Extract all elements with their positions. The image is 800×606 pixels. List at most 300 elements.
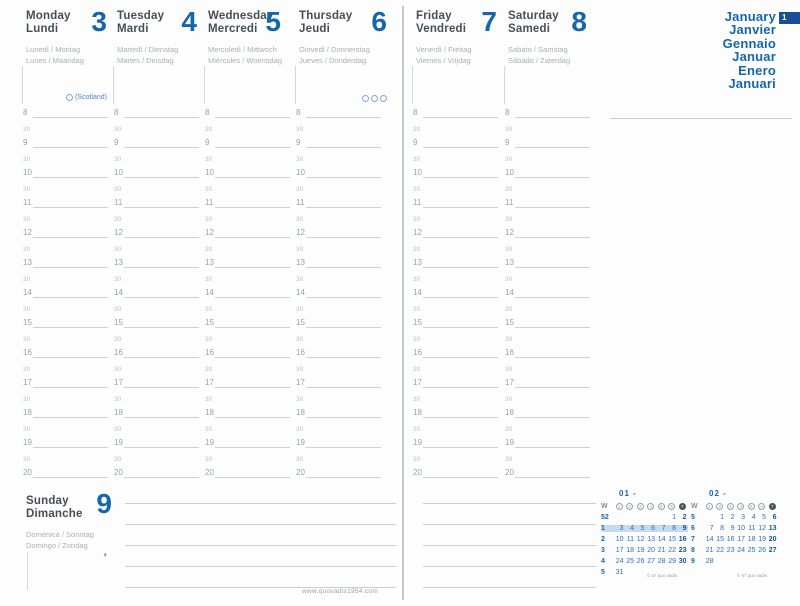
hour-line bbox=[124, 477, 199, 478]
hour-label: 9 bbox=[413, 138, 418, 147]
notes-line bbox=[423, 524, 596, 525]
day-cell: 23 bbox=[678, 547, 687, 554]
day-header-rule bbox=[412, 66, 413, 104]
day-cell: 17 bbox=[615, 547, 624, 554]
day-cell: 16 bbox=[678, 536, 687, 543]
hour-label: 10 bbox=[114, 168, 123, 177]
week-number: 3 bbox=[601, 547, 605, 554]
hour-line bbox=[423, 417, 498, 418]
hour-line bbox=[33, 147, 108, 148]
hour-line bbox=[215, 387, 290, 388]
day-name-sunday: Sunday bbox=[26, 495, 69, 507]
hour-line bbox=[423, 297, 498, 298]
half-hour-label: 30 bbox=[505, 366, 513, 373]
week-number: 9 bbox=[691, 558, 695, 565]
day-cell: 21 bbox=[705, 547, 714, 554]
notes-line bbox=[423, 587, 596, 588]
weekday-number-circle-icon: 2 bbox=[716, 503, 723, 510]
half-hour-label: 30 bbox=[505, 336, 513, 343]
half-hour-label: 30 bbox=[296, 426, 304, 433]
hour-line bbox=[215, 147, 290, 148]
half-hour-label: 30 bbox=[205, 426, 213, 433]
half-hour-label: 30 bbox=[296, 276, 304, 283]
hour-line bbox=[33, 387, 108, 388]
hour-label: 20 bbox=[413, 468, 422, 477]
day-langs-line1: Giovedì / Donnerstag bbox=[299, 45, 370, 54]
hour-label: 16 bbox=[205, 348, 214, 357]
weekday-number-circle-icon: 2 bbox=[626, 503, 633, 510]
half-hour-label: 30 bbox=[296, 156, 304, 163]
hour-label: 20 bbox=[296, 468, 305, 477]
half-hour-label: 30 bbox=[413, 186, 421, 193]
hour-label: 15 bbox=[205, 318, 214, 327]
month-name-januari: Januari bbox=[728, 76, 776, 92]
hour-label: 12 bbox=[296, 228, 305, 237]
hour-line bbox=[306, 297, 381, 298]
hour-line bbox=[515, 177, 590, 178]
hour-line bbox=[33, 477, 108, 478]
half-hour-label: 30 bbox=[296, 216, 304, 223]
day-name-fr: Mercredi bbox=[208, 23, 258, 35]
half-hour-label: 30 bbox=[413, 306, 421, 313]
day-cell: 10 bbox=[615, 536, 624, 543]
day-cell: 20 bbox=[647, 547, 655, 554]
half-hour-label: 30 bbox=[413, 246, 421, 253]
half-hour-label: 30 bbox=[23, 336, 31, 343]
day-number: 4 bbox=[181, 6, 197, 37]
day-cell: 6 bbox=[646, 525, 657, 532]
day-number: 5 bbox=[265, 6, 281, 37]
half-hour-label: 30 bbox=[23, 426, 31, 433]
hour-line bbox=[306, 387, 381, 388]
notes-line bbox=[423, 503, 596, 504]
hour-label: 9 bbox=[23, 138, 28, 147]
day-cell: 18 bbox=[626, 547, 634, 554]
minical bbox=[691, 501, 778, 567]
hour-line bbox=[515, 297, 590, 298]
week-number: 8 bbox=[691, 547, 695, 554]
hour-label: 14 bbox=[114, 288, 123, 297]
day-langs-line2: Miércoles / Woensdag bbox=[208, 56, 283, 65]
day-cell: 25 bbox=[626, 558, 634, 565]
weekday-number-circle-icon: 6 bbox=[758, 503, 765, 510]
week-number: 5 bbox=[601, 569, 605, 576]
day-cell: 3 bbox=[614, 525, 625, 532]
hour-label: 12 bbox=[23, 228, 32, 237]
half-hour-label: 30 bbox=[413, 156, 421, 163]
day-cell: 15 bbox=[716, 536, 724, 543]
hour-line bbox=[515, 267, 590, 268]
hour-label: 16 bbox=[505, 348, 514, 357]
hour-line bbox=[124, 267, 199, 268]
hour-line bbox=[33, 327, 108, 328]
month-title-block bbox=[723, 10, 776, 90]
hour-label: 12 bbox=[205, 228, 214, 237]
half-hour-label: 30 bbox=[205, 366, 213, 373]
half-hour-label: 30 bbox=[205, 336, 213, 343]
weekday-number-circle-icon: 5 bbox=[748, 503, 755, 510]
half-hour-label: 30 bbox=[23, 456, 31, 463]
half-hour-label: 30 bbox=[114, 126, 122, 133]
hour-label: 14 bbox=[413, 288, 422, 297]
week-number: 6 bbox=[691, 525, 695, 532]
hour-line bbox=[423, 387, 498, 388]
half-hour-label: 30 bbox=[23, 186, 31, 193]
day-cell: 19 bbox=[636, 547, 645, 554]
day-cell: 6 bbox=[772, 514, 777, 521]
sunday-note-line bbox=[125, 587, 396, 588]
holiday-note-label: (Scotland) bbox=[75, 94, 107, 101]
half-hour-label: 30 bbox=[205, 246, 213, 253]
hour-label: 19 bbox=[205, 438, 214, 447]
hour-label: 20 bbox=[205, 468, 214, 477]
day-header-rule bbox=[504, 66, 505, 104]
half-hour-label: 30 bbox=[413, 336, 421, 343]
day-langs-line1: Mercoledì / Mittwoch bbox=[208, 45, 277, 54]
hour-label: 18 bbox=[23, 408, 32, 417]
hour-label: 10 bbox=[413, 168, 422, 177]
half-hour-label: 30 bbox=[505, 126, 513, 133]
half-hour-label: 30 bbox=[23, 366, 31, 373]
holiday-icons-epiphany bbox=[362, 95, 387, 102]
hour-label: 15 bbox=[505, 318, 514, 327]
day-langs-line1: Domenica / Sonntag bbox=[26, 530, 94, 539]
day-cell: 15 bbox=[668, 536, 676, 543]
day-cell: 22 bbox=[668, 547, 676, 554]
day-header-rule bbox=[27, 552, 28, 590]
hour-line bbox=[215, 417, 290, 418]
hour-label: 16 bbox=[23, 348, 32, 357]
hour-line bbox=[306, 417, 381, 418]
half-hour-label: 30 bbox=[205, 396, 213, 403]
day-cell: 16 bbox=[726, 536, 735, 543]
hour-label: 8 bbox=[23, 108, 28, 117]
day-cell: 12 bbox=[758, 525, 766, 532]
day-number: 3 bbox=[91, 6, 107, 37]
day-cell: 14 bbox=[657, 536, 666, 543]
day-cell: 23 bbox=[726, 547, 735, 554]
hour-label: 16 bbox=[114, 348, 123, 357]
notes-line bbox=[423, 545, 596, 546]
day-cell: 19 bbox=[758, 536, 766, 543]
half-hour-label: 30 bbox=[114, 276, 122, 283]
half-hour-label: 30 bbox=[23, 306, 31, 313]
weekday-number-circle-icon: 1 bbox=[616, 503, 623, 510]
half-hour-label: 30 bbox=[296, 126, 304, 133]
hour-line bbox=[33, 357, 108, 358]
hour-line bbox=[33, 267, 108, 268]
half-hour-label: 30 bbox=[413, 396, 421, 403]
hour-label: 11 bbox=[505, 198, 514, 207]
hour-line bbox=[306, 147, 381, 148]
day-number: 7 bbox=[481, 6, 497, 37]
hour-label: 8 bbox=[114, 108, 119, 117]
day-cell: 28 bbox=[705, 558, 714, 565]
weekday-circle-cell bbox=[625, 503, 636, 510]
hour-label: 13 bbox=[205, 258, 214, 267]
weekday-circle-cell bbox=[667, 503, 678, 510]
hour-line bbox=[124, 117, 199, 118]
hour-line bbox=[215, 477, 290, 478]
day-cell: 22 bbox=[716, 547, 724, 554]
hour-label: 16 bbox=[296, 348, 305, 357]
month-name-januar: Januar bbox=[732, 49, 776, 65]
half-hour-label: 30 bbox=[505, 396, 513, 403]
hour-line bbox=[423, 447, 498, 448]
half-hour-label: 30 bbox=[114, 366, 122, 373]
hour-label: 18 bbox=[413, 408, 422, 417]
holiday-note-scotland bbox=[66, 94, 107, 101]
half-hour-label: 30 bbox=[296, 366, 304, 373]
day-cell: 8 bbox=[720, 525, 724, 532]
day-cell: 17 bbox=[737, 536, 745, 543]
hour-label: 19 bbox=[114, 438, 123, 447]
month-name-gennaio: Gennaio bbox=[722, 35, 776, 51]
half-hour-label: 30 bbox=[205, 216, 213, 223]
day-langs-line2: Domingo / Zondag bbox=[26, 541, 88, 550]
hour-line bbox=[124, 177, 199, 178]
half-hour-label: 30 bbox=[296, 186, 304, 193]
week-column-header: W bbox=[601, 503, 608, 510]
notes-line bbox=[423, 566, 596, 567]
day-langs-line2: Lunes / Maandag bbox=[26, 56, 84, 65]
day-header-rule bbox=[113, 66, 114, 104]
hour-line bbox=[515, 477, 590, 478]
day-header-rule bbox=[295, 66, 296, 104]
half-hour-label: 30 bbox=[205, 126, 213, 133]
week-number: 5 bbox=[691, 514, 695, 521]
half-hour-label: 30 bbox=[413, 426, 421, 433]
hour-line bbox=[124, 297, 199, 298]
day-cell: 11 bbox=[748, 525, 756, 532]
day-cell: 29 bbox=[668, 558, 676, 565]
half-hour-label: 30 bbox=[23, 126, 31, 133]
hour-label: 12 bbox=[413, 228, 422, 237]
hour-label: 8 bbox=[205, 108, 210, 117]
hour-label: 8 bbox=[296, 108, 301, 117]
hour-label: 13 bbox=[114, 258, 123, 267]
day-cell: 30 bbox=[678, 558, 687, 565]
weekday-circle-cell bbox=[646, 503, 657, 510]
hour-label: 14 bbox=[23, 288, 32, 297]
hour-line bbox=[124, 147, 199, 148]
hour-line bbox=[423, 207, 498, 208]
hour-line bbox=[515, 417, 590, 418]
weekday-circle-cell bbox=[757, 503, 768, 510]
hour-line bbox=[124, 237, 199, 238]
hour-label: 14 bbox=[205, 288, 214, 297]
hour-line bbox=[33, 297, 108, 298]
hour-label: 20 bbox=[23, 468, 32, 477]
hour-label: 12 bbox=[505, 228, 514, 237]
day-cell: 27 bbox=[647, 558, 655, 565]
day-cell: 7 bbox=[709, 525, 714, 532]
day-cell: 13 bbox=[647, 536, 655, 543]
hour-line bbox=[215, 177, 290, 178]
hour-line bbox=[215, 237, 290, 238]
week-number: 1 bbox=[601, 525, 614, 532]
day-cell: 9 bbox=[677, 525, 688, 532]
week-column-header: W bbox=[691, 503, 698, 510]
weekday-circle-cell bbox=[767, 503, 778, 510]
minical-title: 01 - bbox=[619, 489, 637, 498]
hour-line bbox=[515, 327, 590, 328]
hour-label: 13 bbox=[23, 258, 32, 267]
hour-line bbox=[423, 177, 498, 178]
day-name-fr: Mardi bbox=[117, 23, 149, 35]
day-name-fr: Lundi bbox=[26, 23, 59, 35]
half-hour-label: 30 bbox=[296, 306, 304, 313]
hour-line bbox=[33, 207, 108, 208]
hour-label: 10 bbox=[23, 168, 32, 177]
minical-copyright: © 67 quo vadis bbox=[737, 573, 768, 578]
hour-line bbox=[33, 417, 108, 418]
half-hour-label: 30 bbox=[505, 276, 513, 283]
day-name-saturday: Saturday bbox=[508, 10, 559, 22]
day-name-thursday: Thursday bbox=[299, 10, 353, 22]
hour-label: 14 bbox=[296, 288, 305, 297]
hour-label: 10 bbox=[505, 168, 514, 177]
day-cell: 2 bbox=[682, 514, 687, 521]
half-hour-label: 30 bbox=[505, 456, 513, 463]
day-name-monday: Monday bbox=[26, 10, 71, 22]
week-number: 2 bbox=[601, 536, 605, 543]
circled-holiday-icon bbox=[371, 95, 378, 102]
hour-label: 11 bbox=[296, 198, 305, 207]
minical-copyright: © 67 quo vadis bbox=[647, 573, 678, 578]
hour-line bbox=[215, 207, 290, 208]
hour-label: 17 bbox=[23, 378, 32, 387]
day-name-friday: Friday bbox=[416, 10, 452, 22]
weekday-number-circle-icon: 3 bbox=[637, 503, 644, 510]
hour-label: 20 bbox=[505, 468, 514, 477]
day-cell: 27 bbox=[768, 547, 777, 554]
hour-line bbox=[33, 237, 108, 238]
hour-line bbox=[423, 477, 498, 478]
hour-label: 8 bbox=[413, 108, 418, 117]
day-cell: 20 bbox=[768, 536, 777, 543]
day-cell: 11 bbox=[626, 536, 634, 543]
hour-line bbox=[215, 117, 290, 118]
half-hour-label: 30 bbox=[23, 396, 31, 403]
hour-label: 18 bbox=[505, 408, 514, 417]
weekday-number-circle-icon: 4 bbox=[647, 503, 654, 510]
day-number: 8 bbox=[571, 6, 587, 37]
day-cell: 13 bbox=[768, 525, 777, 532]
day-name-wednesday: Wednesday bbox=[208, 10, 274, 22]
half-hour-label: 30 bbox=[23, 216, 31, 223]
weekday-circle-cell bbox=[736, 503, 747, 510]
weekday-number-circle-icon: 7 bbox=[679, 503, 686, 510]
day-cell: 3 bbox=[741, 514, 745, 521]
weekday-circle-cell bbox=[677, 503, 688, 510]
hour-line bbox=[124, 417, 199, 418]
hour-line bbox=[306, 237, 381, 238]
hour-label: 11 bbox=[23, 198, 32, 207]
half-hour-label: 30 bbox=[413, 126, 421, 133]
half-hour-label: 30 bbox=[205, 276, 213, 283]
week-number: 4 bbox=[601, 558, 605, 565]
hour-label: 9 bbox=[114, 138, 119, 147]
hour-label: 20 bbox=[114, 468, 123, 477]
hour-label: 15 bbox=[413, 318, 422, 327]
hour-label: 17 bbox=[505, 378, 514, 387]
day-cell: 26 bbox=[758, 547, 766, 554]
day-langs-line2: Jueves / Donderdag bbox=[299, 56, 367, 65]
hour-line bbox=[33, 177, 108, 178]
hour-label: 19 bbox=[296, 438, 305, 447]
weekday-circle-cell bbox=[746, 503, 757, 510]
hour-label: 17 bbox=[205, 378, 214, 387]
half-hour-label: 30 bbox=[23, 156, 31, 163]
hour-label: 19 bbox=[505, 438, 514, 447]
half-hour-label: 30 bbox=[114, 396, 122, 403]
day-langs-line1: Martedì / Dienstag bbox=[117, 45, 179, 54]
day-cell: 9 bbox=[730, 525, 735, 532]
half-hour-label: 30 bbox=[23, 276, 31, 283]
hour-label: 15 bbox=[114, 318, 123, 327]
hour-label: 17 bbox=[114, 378, 123, 387]
hour-label: 10 bbox=[296, 168, 305, 177]
day-cell: 1 bbox=[720, 514, 724, 521]
half-hour-label: 30 bbox=[505, 246, 513, 253]
month-name-january: January bbox=[724, 9, 776, 24]
hour-line bbox=[124, 357, 199, 358]
day-number: 9 bbox=[96, 488, 112, 519]
weekday-circle-cell bbox=[715, 503, 726, 510]
sunday-note-line bbox=[125, 545, 396, 546]
half-hour-label: 30 bbox=[505, 186, 513, 193]
hour-line bbox=[215, 447, 290, 448]
circled-holiday-icon bbox=[380, 95, 387, 102]
hour-line bbox=[306, 117, 381, 118]
day-cell: 2 bbox=[730, 514, 735, 521]
week-number: 52 bbox=[601, 514, 609, 521]
day-langs-line1: Lunedì / Montag bbox=[26, 45, 81, 54]
hour-line bbox=[423, 117, 498, 118]
day-cell: 5 bbox=[635, 525, 646, 532]
hour-line bbox=[306, 267, 381, 268]
hour-label: 16 bbox=[413, 348, 422, 357]
day-cell: 18 bbox=[747, 536, 756, 543]
half-hour-label: 30 bbox=[413, 366, 421, 373]
minical-title: 02 - bbox=[709, 489, 727, 498]
half-hour-label: 30 bbox=[23, 246, 31, 253]
day-cell: 10 bbox=[737, 525, 745, 532]
hour-line bbox=[515, 117, 590, 118]
hour-label: 15 bbox=[296, 318, 305, 327]
day-number: 6 bbox=[371, 6, 387, 37]
hour-line bbox=[124, 207, 199, 208]
hour-line bbox=[124, 447, 199, 448]
day-cell: 24 bbox=[737, 547, 745, 554]
footer-url: www.quovadis1954.com bbox=[301, 588, 379, 595]
hour-label: 18 bbox=[205, 408, 214, 417]
month-name-janvier: Janvier bbox=[729, 22, 776, 38]
half-hour-label: 30 bbox=[505, 216, 513, 223]
weekday-number-circle-icon: 5 bbox=[658, 503, 665, 510]
hour-label: 19 bbox=[413, 438, 422, 447]
hour-label: 19 bbox=[23, 438, 32, 447]
weekday-circle-cell bbox=[725, 503, 736, 510]
half-hour-label: 30 bbox=[205, 156, 213, 163]
sunday-note-line bbox=[125, 524, 396, 525]
sunday-note-line bbox=[125, 566, 396, 567]
circled-holiday-icon bbox=[362, 95, 369, 102]
half-hour-label: 30 bbox=[413, 456, 421, 463]
half-hour-label: 30 bbox=[296, 246, 304, 253]
hour-line bbox=[306, 327, 381, 328]
